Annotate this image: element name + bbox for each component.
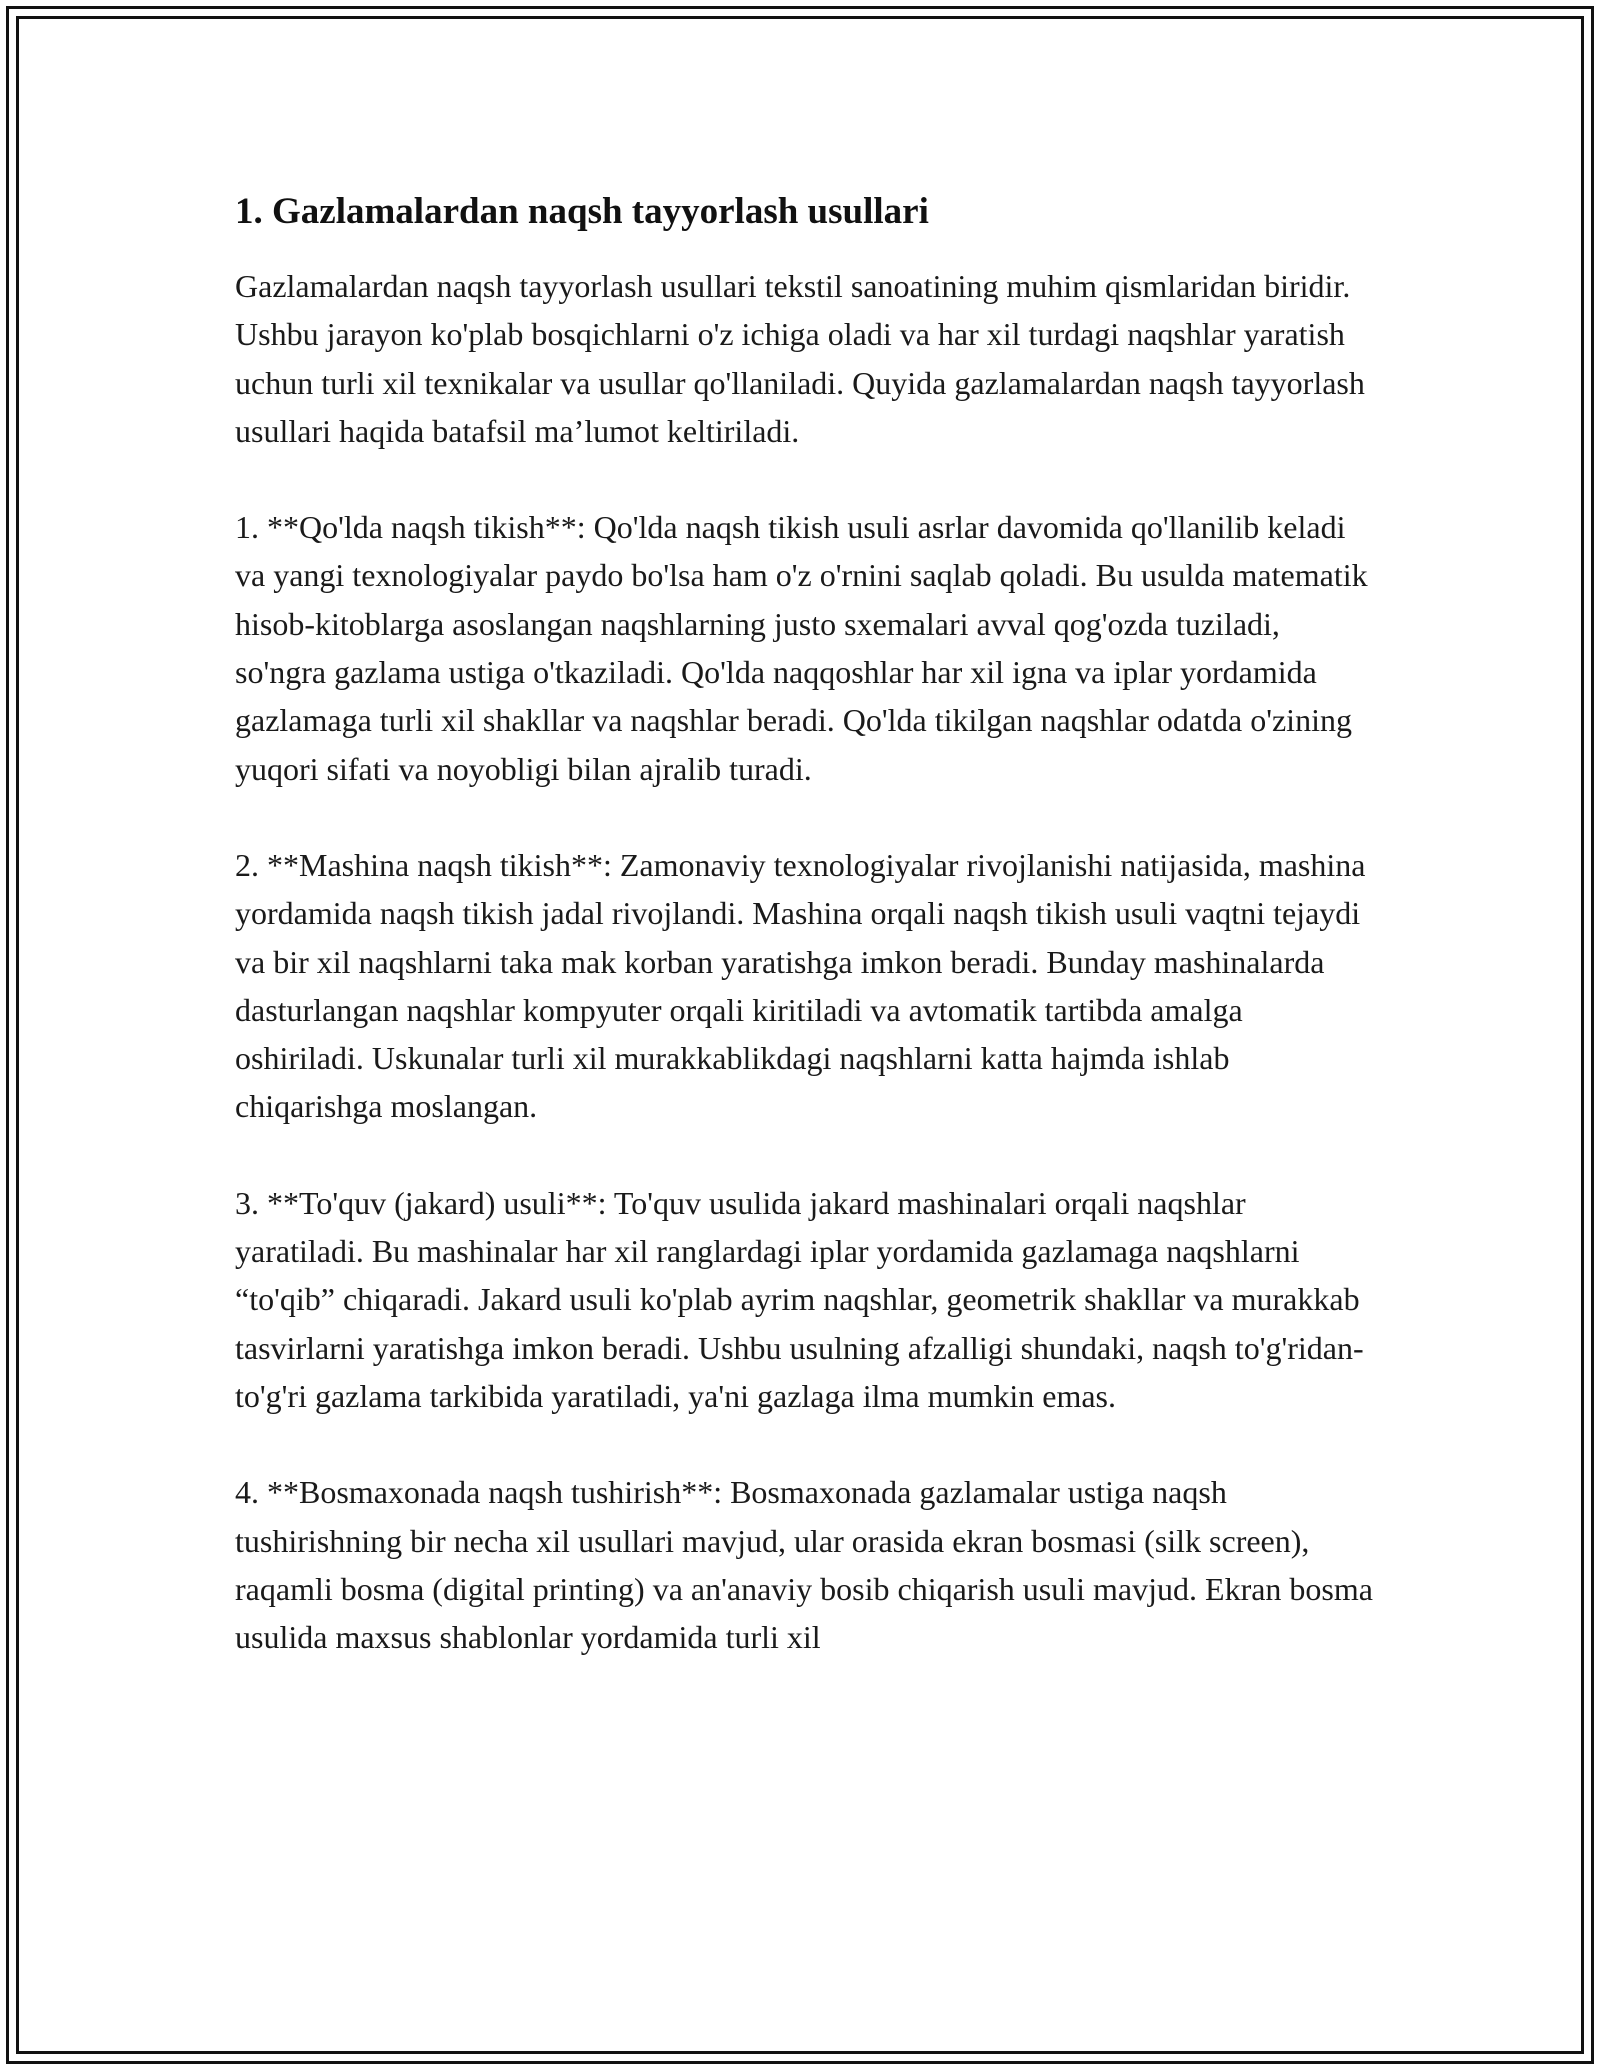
paragraph-jacquard-weaving: 3. **To'quv (jakard) usuli**: To'quv usulida jakard mashinalari orqali naqshlar yaratiladi. Bu mashinalar har xil ranglardagi iplar yordamida gazlamaga naqshlarni “to'qib” chiqaradi. Jakard usuli ko'plab ayrim naqshlar, geometrik shakllar va murakkab tasvirlarni yaratishga imkon beradi. Ushbu usulning afzalligi shundaki, naqsh to'g'ridan-to'g'ri gazlama tarkibida yaratiladi, ya'ni gazlaga ilma mumkin emas. bbox=[235, 1184, 1364, 1414]
paragraph-machine-embroidery: 2. **Mashina naqsh tikish**: Zamonaviy texnologiyalar rivojlanishi natijasida, mashina yordamida naqsh tikish jadal rivojlandi. Mashina orqali naqsh tikish usuli vaqtni tejaydi va bir xil naqshlarni taka mak korban yaratishga imkon beradi. Bunday mashinalarda dasturlangan naqshlar kompyuter orqali kiritiladi va avtomatik tartibda amalga oshiriladi. Uskunalar turli xil murakkablikdagi naqshlarni katta hajmda ishlab chiqarishga moslangan. bbox=[235, 846, 1366, 1125]
document-body bbox=[235, 186, 1375, 1709]
paragraph-hand-embroidery: 1. **Qo'lda naqsh tikish**: Qo'lda naqsh tikish usuli asrlar davomida qo'llanilib keladi va yangi texnologiyalar paydo bo'lsa ham o'z o'rnini saqlab qoladi. Bu usulda matematik hisob-kitoblarga asoslangan naqshlarning justo sxemalari avval qog'ozda tuziladi, so'ngra gazlama ustiga o'tkaziladi. Qo'lda naqqoshlar har xil igna va iplar yordamida gazlamaga turli xil shakllar va naqshlar beradi. Qo'lda tikilgan naqshlar odatda o'zining yuqori sifati va noyobligi bilan ajralib turadi. bbox=[235, 509, 1368, 787]
document-title: 1. Gazlamalardan naqsh tayyorlash usullari bbox=[235, 191, 929, 232]
intro-paragraph: Gazlamalardan naqsh tayyorlash usullari tekstil sanoatining muhim qismlaridan biridir. Ushbu jarayon ko'plab bosqichlarni o'z ichiga oladi va har xil turdagi naqshlar yaratish uchun turli xil texnikalar va usullar qo'llaniladi. Quyida gazlamalardan naqsh tayyorlash usullari haqida batafsil ma’lumot keltiriladi. bbox=[235, 268, 1365, 449]
paragraph-printing: 4. **Bosmaxonada naqsh tushirish**: Bosmaxonada gazlamalar ustiga naqsh tushirishning bir necha xil usullari mavjud, ular orasida ekran bosmasi (silk screen), raqamli bosma (digital printing) va an'anaviy bosib chiqarish usuli mavjud. Ekran bosma usulida maxsus shablonlar yordamida turli xil bbox=[235, 1474, 1373, 1656]
